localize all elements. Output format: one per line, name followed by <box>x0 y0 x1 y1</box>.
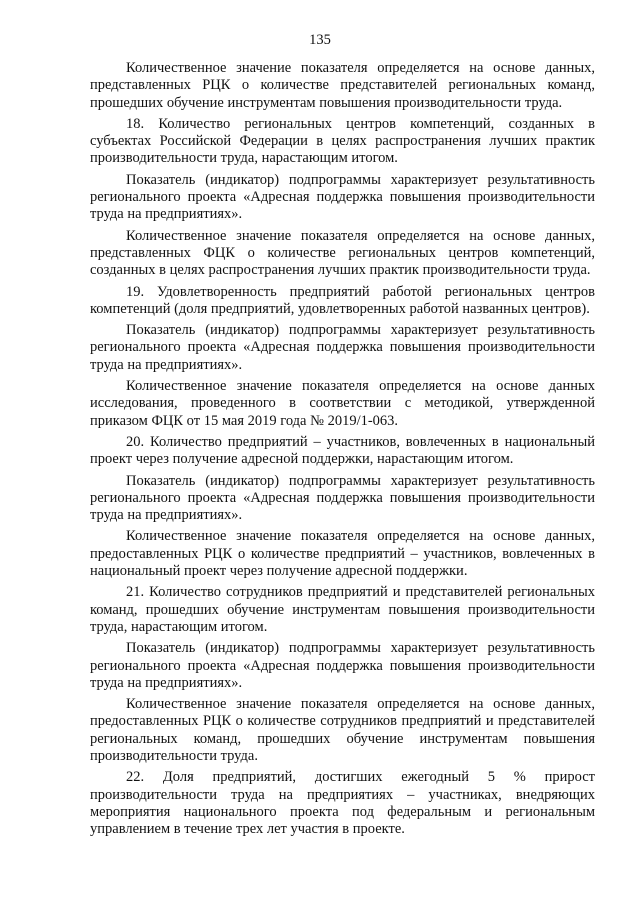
paragraph-item-18: 18. Количество региональных центров компетенций, созданных в субъектах Российской Федерации в целях распространения лучших практик производительности труда, нарастающим итогом. <box>90 115 595 167</box>
paragraph: Количественное значение показателя определяется на основе данных, представленных РЦК о количестве представителей региональных команд, прошедших обучение инструментам повышения производительности труда. <box>90 60 595 111</box>
document-body <box>90 60 595 842</box>
paragraph-item-21: 21. Количество сотрудников предприятий и представителей региональных команд, прошедших обучение инструментам повышения производительности труда, нарастающим итогом. <box>90 584 595 635</box>
paragraph-item-20: 20. Количество предприятий – участников, вовлеченных в национальный проект через получение адресной поддержки, нарастающим итогом. <box>90 433 595 468</box>
paragraph: Количественное значение показателя определяется на основе данных, представленных ФЦК о количестве региональных центров компетенций, созданных в целях распространения лучших практик производительности труда. <box>90 227 595 279</box>
paragraph-item-19: 19. Удовлетворенность предприятий работой региональных центров компетенций (доля предприятий, удовлетворенных работой названных центров). <box>90 283 595 317</box>
paragraph: Показатель (индикатор) подпрограммы характеризует результативность регионального проекта «Адресная поддержка повышения производительности труда на предприятиях». <box>90 322 595 373</box>
paragraph-item-22: 22. Доля предприятий, достигших ежегодный 5 % прирост производительности труда на предприятиях – участниках, внедряющих мероприятия национального проекта под федеральным и региональным управлением в течение трех лет участия в проекте. <box>90 769 595 838</box>
paragraph: Показатель (индикатор) подпрограммы характеризует результативность регионального проекта «Адресная поддержка повышения производительности труда на предприятиях». <box>90 472 595 524</box>
page-number: 135 <box>309 32 331 48</box>
paragraph: Количественное значение показателя определяется на основе данных, предоставленных РЦК о количестве предприятий – участников, вовлеченных в национальный проект через получение адресной поддержки. <box>90 528 595 580</box>
paragraph: Количественное значение показателя определяется на основе данных исследования, проведенного в соответствии с методикой, утвержденной приказом ФЦК от 15 мая 2019 года № 2019/1-063. <box>90 378 595 429</box>
paragraph: Показатель (индикатор) подпрограммы характеризует результативность регионального проекта «Адресная поддержка повышения производительности труда на предприятиях». <box>90 640 595 691</box>
paragraph: Количественное значение показателя определяется на основе данных, предоставленных РЦК о количестве сотрудников предприятий и представителей региональных команд, прошедших обучение инструментам повышения производительности труда. <box>90 696 595 764</box>
paragraph: Показатель (индикатор) подпрограммы характеризует результативность регионального проекта «Адресная поддержка повышения производительности труда на предприятиях». <box>90 171 595 223</box>
